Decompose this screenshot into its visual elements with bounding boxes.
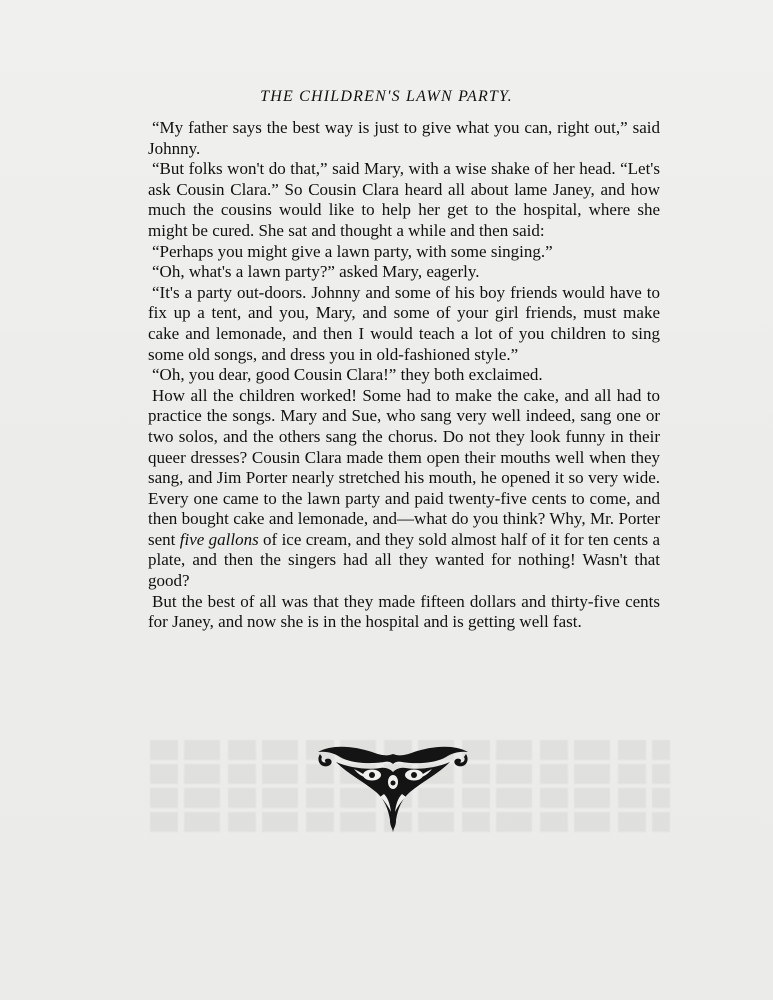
- paragraph: “It's a party out-doors. Johnny and some of his boy friends would have to fix up a tent, and you, Mary, and some of your girl friends, must make cake and lemonade, and then I would teach a lot of you children to sing some old songs, and dress you in old-fashioned style.”: [148, 282, 660, 364]
- paragraph-text: of ice cream, and they sold almost half of it for ten cents a plate, and then the singers had all they wanted for nothing! Wasn't that good?: [148, 529, 660, 591]
- running-head: THE CHILDREN'S LAWN PARTY.: [260, 88, 513, 105]
- paragraph: “My father says the best way is just to give what you can, right out,” said Johnny.: [148, 118, 660, 158]
- paragraph: “Perhaps you might give a lawn party, with some singing.”: [152, 241, 553, 261]
- body-text: [148, 118, 660, 633]
- paragraph: But the best of all was that they made fifteen dollars and thirty-five cents for Janey, and now she is in the hospital and is getting well fast.: [148, 591, 660, 632]
- paragraph-text: How all the children worked! Some had to make the cake, and all had to practice the songs. Mary and Sue, who sang very well indeed, sang one or two solos, and the others sang the chorus. Do not they look funny in their queer dresses? Cousin Clara made them open their mouths well when they sang, and Jim Porter nearly stretched his mouth, he opened it so very wide. Every one came to the lawn party and paid twenty-five cents to come, and then bought cake and lemonade, and—what do you think? Why, Mr. Porter sent: [148, 385, 660, 549]
- paragraph: “Oh, what's a lawn party?” asked Mary, eagerly.: [152, 262, 480, 282]
- paragraph: [148, 386, 660, 592]
- paragraph: “But folks won't do that,” said Mary, with a wise shake of her head. “Let's ask Cousin Clara.” So Cousin Clara heard all about lame Janey, and how much the cousins would like to help her get to the hospital, where she might be cured. She sat and thought a while and then said:: [148, 159, 660, 240]
- emphasized-text: five gallons: [179, 529, 259, 549]
- paragraph: “Oh, you dear, good Cousin Clara!” they both exclaimed.: [152, 365, 543, 385]
- decorative-ornament-icon: [314, 742, 472, 834]
